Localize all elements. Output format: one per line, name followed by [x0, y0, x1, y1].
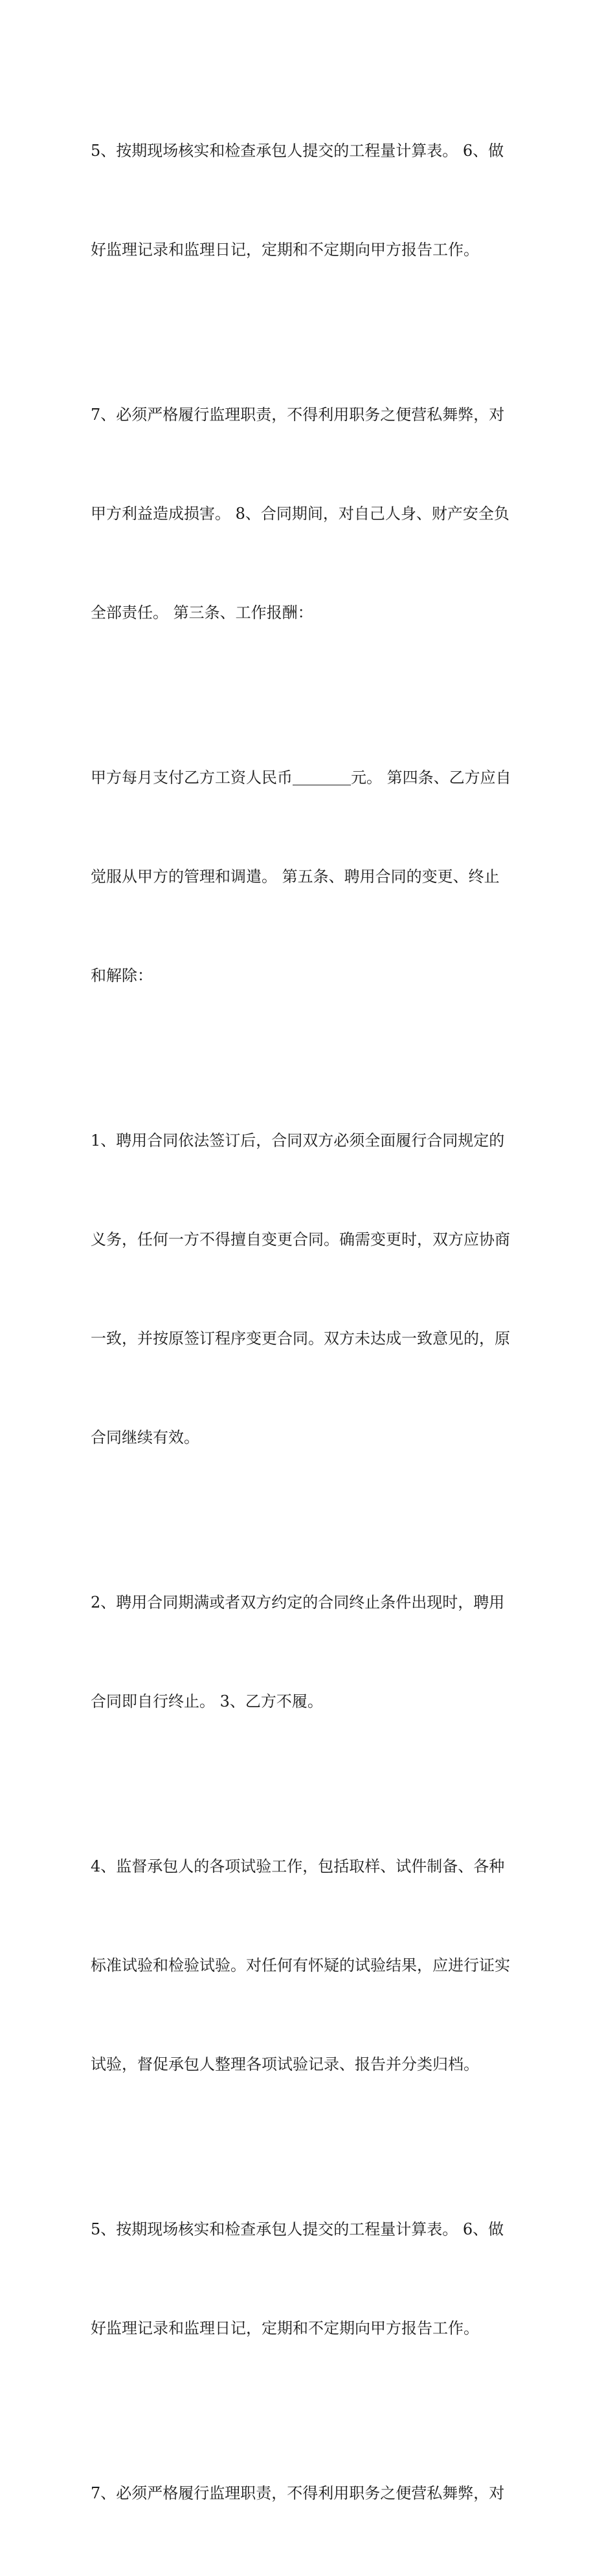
- text-line: 一致，并按原签订程序变更合同。双方未达成一致意见的，原: [91, 1329, 510, 1348]
- text-line: 甲方利益造成损害。 8、合同期间，对自己人身、财产安全负: [91, 505, 509, 523]
- salary-text-after: 元。 第四条、乙方应自: [351, 769, 511, 787]
- text-line: 合同即自行终止。 3、乙方不履。: [91, 1692, 323, 1710]
- text-line: 标准试验和检验试验。对任何有怀疑的试验结果，应进行证实: [91, 1956, 510, 1974]
- text-line: 4、监督承包人的各项试验工作，包括取样、试件制备、各种: [91, 1857, 505, 1875]
- text-line: 全部责任。 第三条、工作报酬：: [91, 604, 313, 622]
- document-body: [91, 69, 544, 2576]
- text-line: 7、必须严格履行监理职责，不得利用职务之便营私舞弊，对: [91, 406, 505, 424]
- text-line: 好监理记录和监理日记，定期和不定期向甲方报告工作。: [91, 241, 479, 259]
- text-line: 觉服从甲方的管理和调遣。 第五条、聘用合同的变更、终止: [91, 868, 500, 886]
- text-line: 5、按期现场核实和检查承包人提交的工程量计算表。 6、做: [91, 2220, 504, 2238]
- salary-amount-blank: [293, 769, 351, 785]
- paragraph: [91, 2147, 544, 2411]
- salary-text-before: 甲方每月支付乙方工资人民币: [91, 769, 293, 787]
- paragraph: [91, 1058, 544, 1520]
- text-line: 义务，任何一方不得擅自变更合同。确需变更时，双方应协商: [91, 1230, 510, 1249]
- text-line: 7、必须严格履行监理职责，不得利用职务之便营私舞弊，对: [91, 2484, 505, 2502]
- text-line: 2、聘用合同期满或者双方约定的合同终止条件出现时，聘用: [91, 1593, 505, 1611]
- paragraph: [91, 333, 544, 695]
- text-line: 合同继续有效。: [91, 1428, 199, 1446]
- text-line: 5、按期现场核实和检查承包人提交的工程量计算表。 6、做: [91, 142, 504, 160]
- paragraph: [91, 695, 544, 1058]
- text-line: 和解除：: [91, 966, 153, 985]
- text-line: 好监理记录和监理日记，定期和不定期向甲方报告工作。: [91, 2319, 479, 2337]
- paragraph: [91, 1520, 544, 1784]
- paragraph: [91, 2411, 544, 2576]
- text-line: 1、聘用合同依法签订后，合同双方必须全面履行合同规定的: [91, 1131, 505, 1150]
- paragraph: [91, 69, 544, 333]
- paragraph: [91, 1784, 544, 2147]
- text-line: 试验，督促承包人整理各项试验记录、报告并分类归档。: [91, 2055, 479, 2073]
- salary-line: [91, 761, 544, 794]
